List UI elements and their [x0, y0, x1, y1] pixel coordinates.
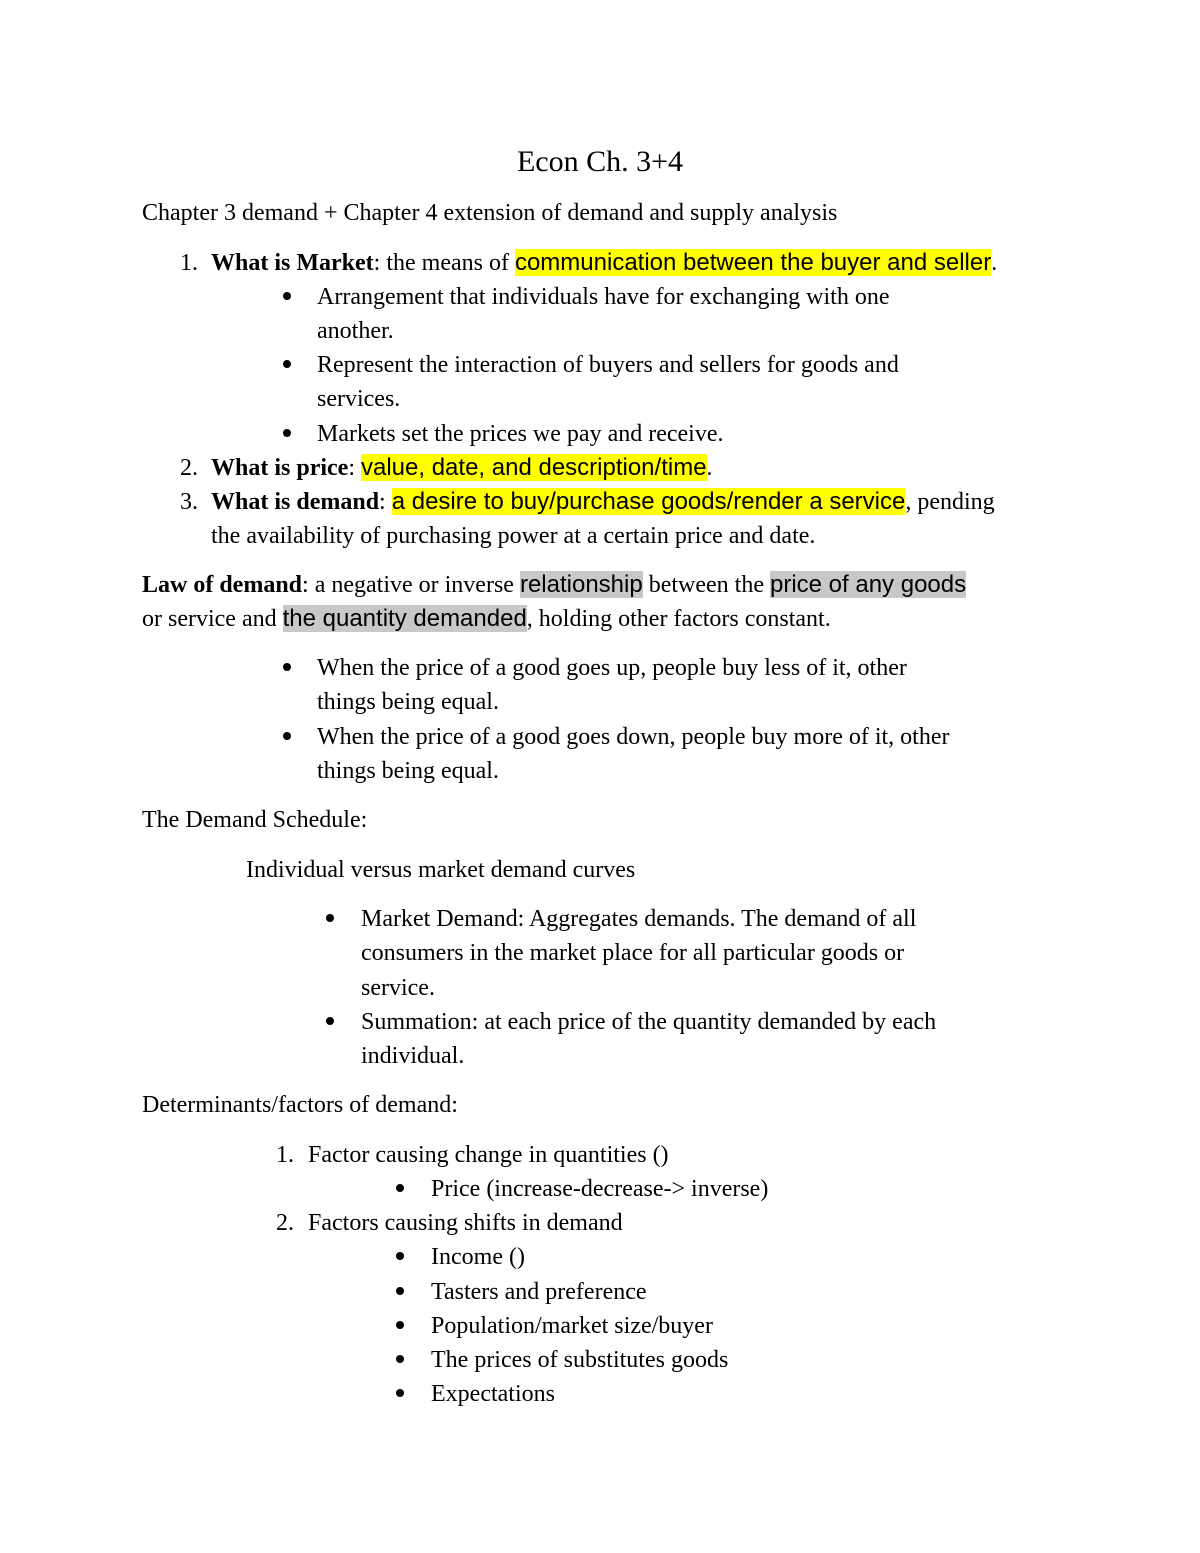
law-text: or service and [142, 606, 283, 632]
bullet-icon [283, 732, 291, 740]
list-number: 3. [180, 489, 198, 515]
bullet-icon [283, 292, 291, 300]
list-item: Expectations [431, 1381, 555, 1407]
bullet-icon [396, 1184, 404, 1192]
definition-term: What is Market [211, 250, 374, 276]
highlighted-text: value, date, and description/time [361, 454, 707, 481]
list-item: Income () [431, 1244, 525, 1270]
page-title: Econ Ch. 3+4 [516, 145, 684, 178]
list-item: Factors causing shifts in demand [308, 1210, 623, 1236]
chapter-subtitle: Chapter 3 demand + Chapter 4 extension of demand and supply analysis [142, 200, 838, 226]
highlighted-text: communication between the buyer and seller [514, 249, 992, 276]
list-number: 1. [180, 250, 198, 276]
bullet-icon [396, 1252, 404, 1260]
list-item: Price (increase-decrease-> inverse) [431, 1176, 769, 1202]
list-item: When the price of a good goes up, people buy less of it, other [317, 655, 907, 681]
law-text: between the [642, 572, 770, 598]
bullet-icon [396, 1287, 404, 1295]
list-item: Tasters and preference [431, 1279, 647, 1305]
definition-market [211, 246, 997, 280]
definition-price [211, 451, 713, 485]
list-item: Arrangement that individuals have for exchanging with one [317, 284, 890, 310]
highlighted-text: price of any goods [769, 571, 967, 598]
list-item-continued: consumers in the market place for all particular goods or [361, 940, 905, 966]
section-subheading: Individual versus market demand curves [246, 857, 636, 883]
list-item: Represent the interaction of buyers and sellers for goods and [317, 352, 899, 378]
list-item: The prices of substitutes goods [431, 1347, 729, 1373]
definition-text: : the means of [373, 250, 515, 276]
definition-text: : [348, 455, 361, 481]
definition-term: What is demand [211, 489, 380, 515]
list-item: Markets set the prices we pay and receive. [317, 421, 724, 447]
list-item-continued: things being equal. [317, 758, 499, 784]
section-heading: Determinants/factors of demand: [142, 1092, 458, 1118]
list-item: Summation: at each price of the quantity demanded by each [361, 1009, 937, 1035]
law-term: Law of demand [142, 572, 303, 598]
bullet-icon [396, 1355, 404, 1363]
definition-continued: the availability of purchasing power at a certain price and date. [211, 523, 816, 549]
bullet-icon [326, 914, 334, 922]
list-item-continued: another. [317, 318, 394, 344]
bullet-icon [283, 360, 291, 368]
list-number: 2. [180, 455, 198, 481]
law-text: , holding other factors constant. [526, 606, 831, 632]
definition-demand [211, 485, 995, 519]
definition-text: . [991, 250, 998, 276]
highlighted-text: a desire to buy/purchase goods/render a service [391, 488, 906, 515]
highlighted-text: relationship [519, 571, 643, 598]
definition-text: . [706, 455, 713, 481]
list-item-continued: things being equal. [317, 689, 499, 715]
bullet-icon [396, 1389, 404, 1397]
list-item-continued: services. [317, 386, 401, 412]
law-text: : a negative or inverse [302, 572, 520, 598]
list-item-continued: individual. [361, 1043, 465, 1069]
list-number: 1. [276, 1142, 294, 1168]
bullet-icon [396, 1321, 404, 1329]
list-item-continued: service. [361, 975, 435, 1001]
list-item: Market Demand: Aggregates demands. The demand of all [361, 906, 917, 932]
list-item: When the price of a good goes down, people buy more of it, other [317, 724, 950, 750]
definition-term: What is price [211, 455, 349, 481]
bullet-icon [326, 1017, 334, 1025]
list-item: Factor causing change in quantities () [308, 1142, 669, 1168]
list-item: Population/market size/buyer [431, 1313, 713, 1339]
law-of-demand-continued [142, 602, 831, 636]
definition-text: , pending [905, 489, 995, 515]
section-heading: The Demand Schedule: [142, 807, 368, 833]
list-number: 2. [276, 1210, 294, 1236]
bullet-icon [283, 429, 291, 437]
bullet-icon [283, 663, 291, 671]
definition-text: : [379, 489, 392, 515]
highlighted-text: the quantity demanded [282, 605, 527, 632]
law-of-demand [142, 568, 966, 602]
